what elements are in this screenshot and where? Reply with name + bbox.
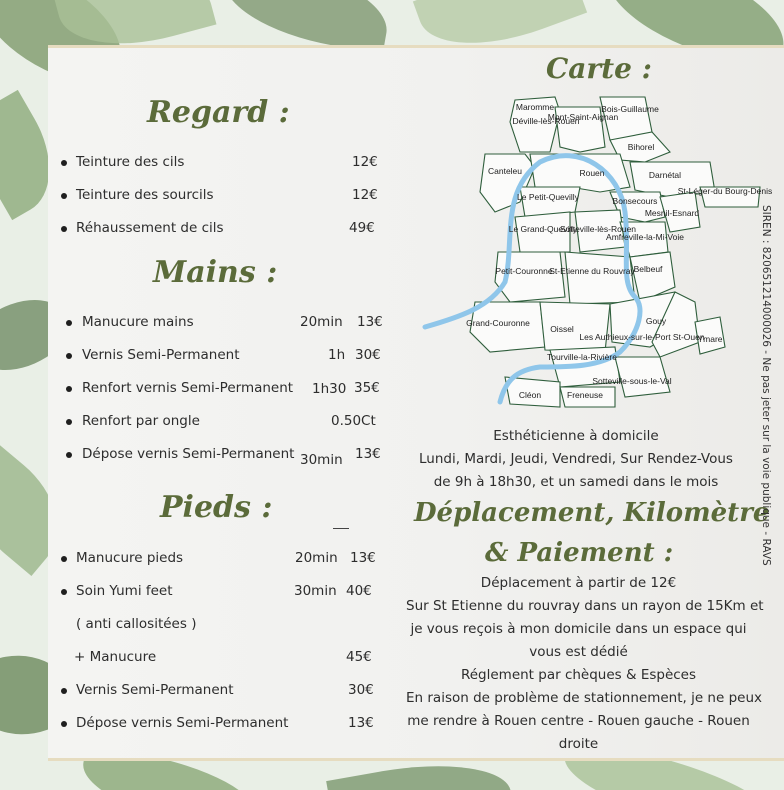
text-line: En raison de problème de stationnement, je ne peux [406,690,763,706]
map-label: Oissel [550,324,574,334]
list-item-label: Manucure pieds [76,550,184,566]
map-label: Bonsecours [612,196,658,206]
list-item-note: ( anti callositées ) [76,616,197,632]
info-line: Lundi, Mardi, Jeudi, Vendredi, Sur Rendez-Vous [419,451,733,467]
bullet [66,419,72,425]
list-item-label: Manucure mains [82,314,194,330]
map-label: Bois-Guillaume [601,104,659,114]
bullet [61,721,67,727]
map-label: Grand-Couronne [466,318,530,328]
price: 49€ [349,220,375,236]
duration: 1h30 [312,381,347,397]
duration: 1h [328,347,346,363]
list-item-label: Soin Yumi feet [76,583,173,599]
map-label: Gouy [645,316,667,326]
price: 40€ [346,583,372,599]
bullet [61,688,67,694]
price: 30€ [348,682,374,698]
map-label: Sotteville-lès-Rouen [559,224,637,234]
map-label: Sotteville-sous-le-Val [592,376,672,386]
info-line: de 9h à 18h30, et un samedi dans le mois [433,474,719,490]
map-label: Mont-Saint-Aignan [547,112,619,122]
price: 13€ [355,446,381,462]
map-label: Belbeuf [633,264,663,274]
map-label: Ymare [697,334,723,344]
pieds-title: Pieds : [160,490,273,525]
price: 0.50Ct [331,413,376,429]
paiement-title: & Paiement : [485,538,674,568]
price: 13€ [357,314,383,330]
text-line: Sur St Etienne du rouvray dans un rayon de 15Km et [406,598,764,614]
bullet [61,226,67,232]
mains-title: Mains : [153,255,278,290]
text-line: Déplacement à partir de 12€ [480,575,677,591]
price: 35€ [354,380,380,396]
price: 12€ [352,187,378,203]
siren-note: SIREN : 820651214000026 - Ne pas jeter sur la voie publique - RAVS [760,205,772,566]
bullet [66,452,72,458]
bullet [61,160,67,166]
map-label: Les Authieux-sur-le-Port St-Ouen [579,332,705,342]
text-line: Réglement par chèques & Espèces [460,667,697,683]
map-label: Maromme [515,102,555,112]
duration: 30min [300,452,343,468]
map-label: Le Petit-Quevilly [517,192,579,202]
map-label: St-Etienne du Rouvray [549,266,635,276]
map-label: Canteleu [487,166,523,176]
list-item-label: Teinture des cils [76,154,185,170]
list-item-label: Vernis Semi-Permanent [76,682,234,698]
text-line: vous est dédié [529,644,628,660]
divider [333,528,349,529]
bullet [66,386,72,392]
map-label: Darnétal [648,170,682,180]
map-label: Bihorel [627,142,655,152]
duration: 20min [300,314,343,330]
list-item-label: Renfort vernis Semi-Permanent [82,380,294,396]
area-map [420,92,780,412]
info-line: Esthéticienne à domicile [493,428,659,444]
map-label: Mesnil-Esnard [644,208,700,218]
bullet [61,193,67,199]
list-item-label: Réhaussement de cils [76,220,224,236]
bullet [61,589,67,595]
duration: 20min [295,550,338,566]
duration: 30min [294,583,337,599]
list-item-label: Renfort par ongle [82,413,200,429]
map-label: Déville-lès-Rouen [512,116,580,126]
price: 13€ [350,550,376,566]
map-label: Freneuse [567,390,603,400]
map-label: Le Grand-Quevilly [508,224,578,234]
text-line: me rendre à Rouen centre - Rouen gauche - Rouen [407,713,750,729]
price: 12€ [352,154,378,170]
bullet [66,353,72,359]
list-item-label: + Manucure [74,649,157,665]
regard-title: Regard : [147,95,290,130]
map-label: Petit-Couronne [495,266,553,276]
map-label: Cléon [518,390,542,400]
bullet [66,320,72,326]
bullet [61,556,67,562]
price: 45€ [346,649,372,665]
map-label: Tourville-la-Rivière [547,352,617,362]
deplacement-title: Déplacement, Kilomètre [414,498,770,528]
price: 13€ [348,715,374,731]
list-item-label: Teinture des sourcils [76,187,214,203]
text-line: droite [558,736,599,752]
text-line: je vous reçois à mon domicile dans un espace qui [410,621,747,637]
list-item-label: Vernis Semi-Permanent [82,347,240,363]
map-label: Rouen [579,168,605,178]
carte-title: Carte : [546,52,653,85]
price: 30€ [355,347,381,363]
list-item-label: Dépose vernis Semi-Permanent [82,446,295,462]
list-item-label: Dépose vernis Semi-Permanent [76,715,289,731]
map-label: St-Léger-du Bourg-Denis [677,186,773,196]
map-label: Amfreville-la-Mi-Voie [606,232,684,242]
